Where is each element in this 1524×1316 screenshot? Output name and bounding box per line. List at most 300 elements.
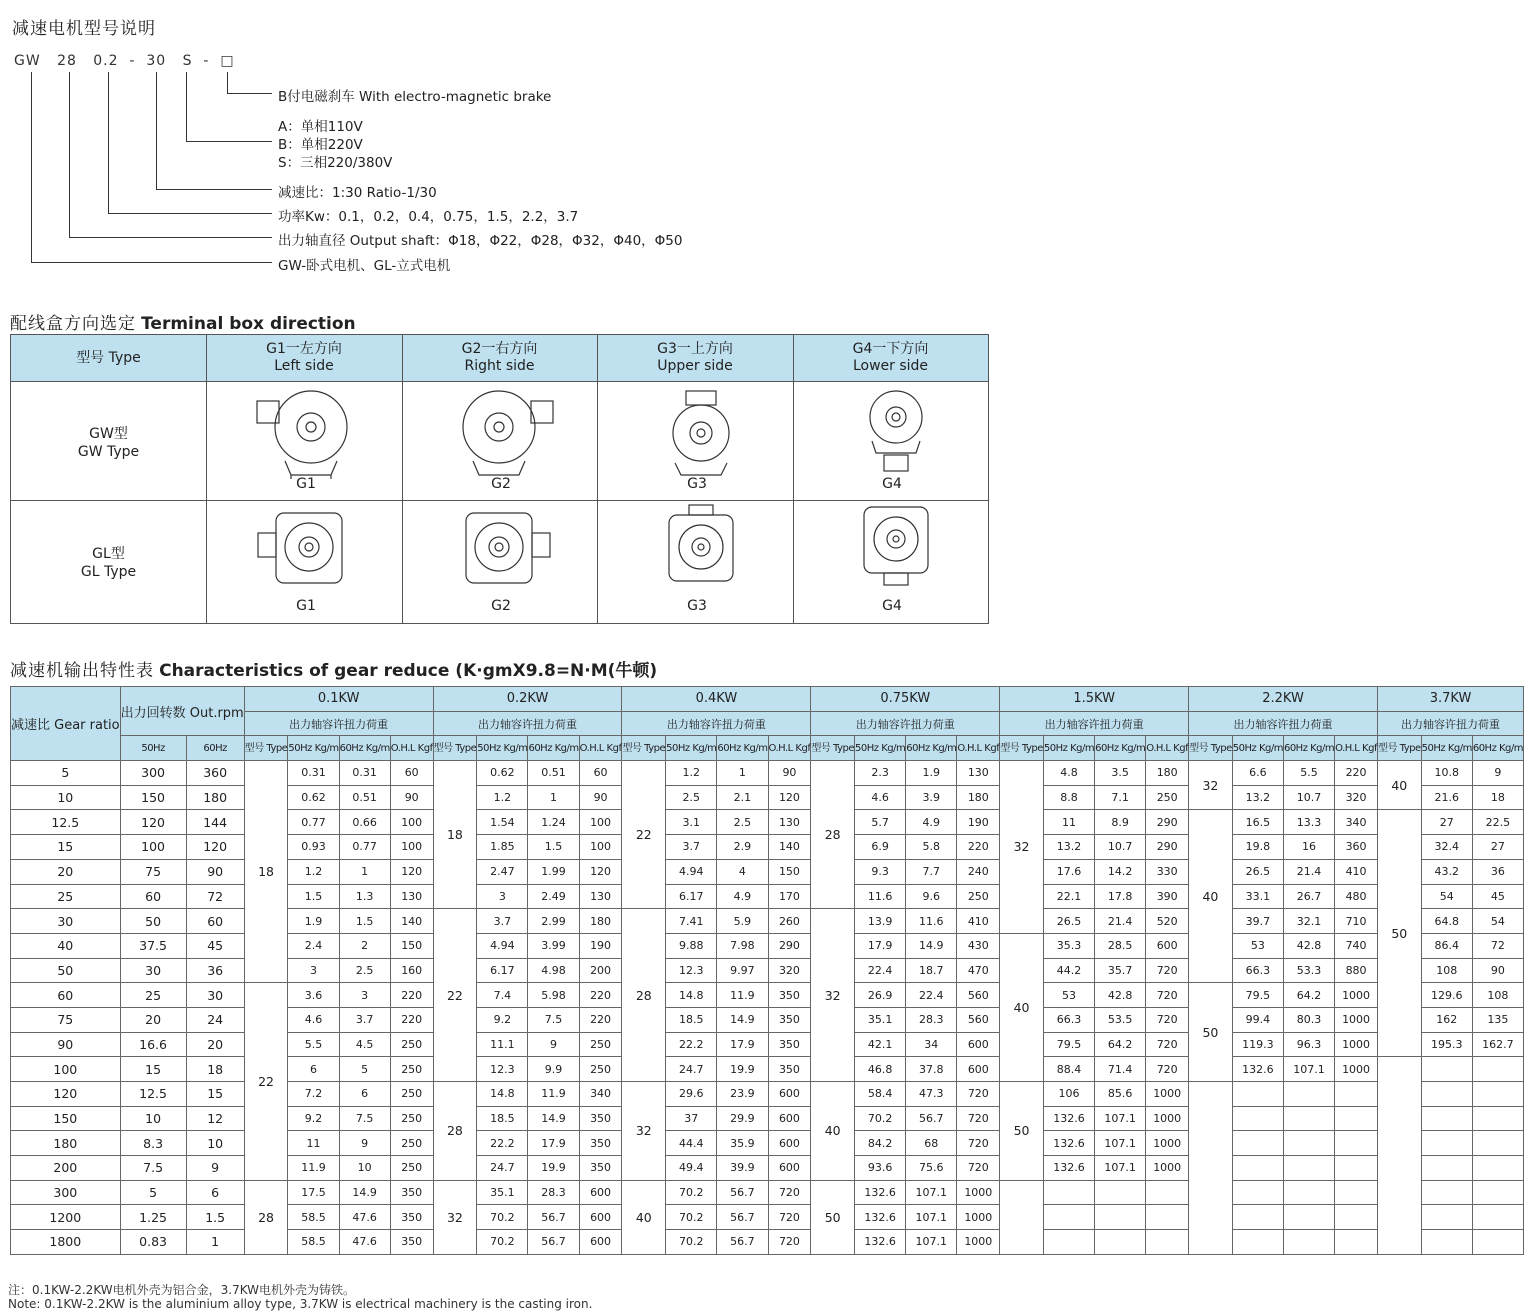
cell-type: 40 [811, 1082, 855, 1181]
cell-ohl: 250 [390, 1156, 433, 1181]
cell-ratio: 5 [11, 761, 121, 786]
cell-ohl: 720 [1146, 1032, 1189, 1057]
cell-ohl: 350 [579, 1156, 622, 1181]
header-ohl: O.H.L Kgf [768, 736, 811, 761]
cell-kg50: 129.6 [1421, 983, 1472, 1008]
cell-kg50: 6.17 [477, 958, 528, 983]
cell-kg50: 88.4 [1043, 1057, 1094, 1082]
col-g1-cn: G1一左方向 [266, 341, 342, 357]
cell-ohl [1335, 1180, 1378, 1205]
desc-shaft: 出力轴直径 Output shaft：Φ18，Φ22，Φ28，Φ32，Φ40，Φ50 [278, 233, 683, 249]
cell-kg50: 5.5 [288, 1032, 339, 1057]
cell-ratio: 15 [11, 835, 121, 860]
cell-type: 32 [1000, 761, 1044, 934]
cell-kg60: 5 [339, 1057, 390, 1082]
cell-kg50: 53 [1043, 983, 1094, 1008]
cell-ohl: 180 [579, 909, 622, 934]
cell-ohl: 720 [768, 1180, 811, 1205]
cell-ohl [1335, 1082, 1378, 1107]
cell-kg50: 4.8 [1043, 761, 1094, 786]
table-row [11, 958, 1524, 983]
cell-type: 18 [244, 761, 288, 983]
cell-type: 28 [433, 1082, 477, 1181]
table-row [11, 933, 1524, 958]
cell-kg60: 2 [339, 933, 390, 958]
cell-kg50: 66.3 [1232, 958, 1283, 983]
cell-kg50: 11.9 [288, 1156, 339, 1181]
cell-kg50: 3.1 [666, 810, 717, 835]
table-row [11, 909, 1524, 934]
cell-type: 22 [433, 909, 477, 1082]
cell-kg50: 54 [1421, 884, 1472, 909]
col-g4-en: Lower side [852, 358, 929, 374]
table-row [11, 785, 1524, 810]
cell-kg60: 0.31 [339, 761, 390, 786]
cell-kg50: 9.2 [477, 1007, 528, 1032]
cell-ratio: 30 [11, 909, 121, 934]
cell-kg60: 13.3 [1283, 810, 1334, 835]
header-type: 型号 Type [433, 736, 477, 761]
gw-g3-label: G3 [687, 476, 707, 492]
gw-g2-label: G2 [491, 476, 511, 492]
cell-ohl: 220 [390, 1007, 433, 1032]
cell-kg60: 42.8 [1095, 983, 1146, 1008]
cell-kg50: 1.5 [288, 884, 339, 909]
header-torque-load: 出力轴容许扭力荷重 [244, 711, 433, 736]
cell-type [1000, 1180, 1044, 1254]
cell-kg60: 53.5 [1095, 1007, 1146, 1032]
header-type: 型号 Type [622, 736, 666, 761]
table-row [11, 1156, 1524, 1181]
note-cn: 注：0.1KW-2.2KW电机外壳为铝合金，3.7KW电机外壳为铸铁。 [8, 1283, 356, 1297]
cell-kg60 [1283, 1131, 1334, 1156]
cell-ohl: 350 [768, 1032, 811, 1057]
characteristics-table [10, 686, 1524, 1255]
cell-kg50: 9.2 [288, 1106, 339, 1131]
cell-kg50: 11.6 [855, 884, 906, 909]
code-part: 28 [57, 53, 77, 69]
cell-ohl: 720 [957, 1156, 1000, 1181]
cell-ohl: 720 [957, 1082, 1000, 1107]
cell-kg50 [1421, 1180, 1472, 1205]
cell-rpm-50: 8.3 [120, 1131, 186, 1156]
cell-ohl: 710 [1335, 909, 1378, 934]
cell-kg60: 28.3 [528, 1180, 579, 1205]
cell-kg50: 119.3 [1232, 1032, 1283, 1057]
cell-rpm-60: 180 [186, 785, 244, 810]
header-kg50: 50Hz Kg/m [855, 736, 906, 761]
cell-type: 50 [811, 1180, 855, 1254]
cell-rpm-60: 360 [186, 761, 244, 786]
cell-kg60: 3.7 [339, 1007, 390, 1032]
cell-kg60: 56.7 [528, 1230, 579, 1255]
cell-kg50: 10.8 [1421, 761, 1472, 786]
cell-kg60: 28.3 [906, 1007, 957, 1032]
cell-kg60: 162.7 [1472, 1032, 1523, 1057]
cell-kg50: 26.5 [1232, 859, 1283, 884]
cell-kg50: 7.4 [477, 983, 528, 1008]
cell-rpm-50: 25 [120, 983, 186, 1008]
cell-kg60: 5.8 [906, 835, 957, 860]
cell-rpm-60: 9 [186, 1156, 244, 1181]
cell-kg50 [1232, 1230, 1283, 1255]
cell-kg60 [1472, 1205, 1523, 1230]
cell-kg50: 162 [1421, 1007, 1472, 1032]
cell-ohl: 1000 [1146, 1082, 1189, 1107]
cell-ratio: 1800 [11, 1230, 121, 1255]
code-part: - [203, 53, 210, 69]
cell-kg50: 64.8 [1421, 909, 1472, 934]
header-kg50: 50Hz Kg/m [666, 736, 717, 761]
cell-kg60: 108 [1472, 983, 1523, 1008]
cell-ohl: 190 [579, 933, 622, 958]
cell-kg50: 2.3 [855, 761, 906, 786]
cell-kg60: 3.5 [1095, 761, 1146, 786]
cell-kg60 [1472, 1082, 1523, 1107]
cell-rpm-50: 120 [120, 810, 186, 835]
cell-ohl: 100 [390, 810, 433, 835]
cell-rpm-50: 20 [120, 1007, 186, 1032]
cell-kg60: 35.9 [717, 1131, 768, 1156]
cell-ratio: 25 [11, 884, 121, 909]
cell-ohl: 390 [1146, 884, 1189, 909]
cell-kg50 [1421, 1205, 1472, 1230]
cell-kg50: 3.7 [477, 909, 528, 934]
cell-ohl: 720 [1146, 958, 1189, 983]
cell-kg50 [1043, 1180, 1094, 1205]
cell-kg60: 21.4 [1095, 909, 1146, 934]
cell-kg60: 2.5 [339, 958, 390, 983]
cell-ohl: 720 [768, 1230, 811, 1255]
cell-type: 32 [622, 1082, 666, 1181]
cell-ohl: 250 [390, 1057, 433, 1082]
cell-ohl: 520 [1146, 909, 1189, 934]
cell-ohl: 350 [390, 1180, 433, 1205]
desc-voltage-b: B：单相220V [278, 137, 363, 153]
cell-kg60 [1472, 1180, 1523, 1205]
col-g3-cn: G3一上方向 [657, 341, 733, 357]
cell-kg60: 135 [1472, 1007, 1523, 1032]
header-kg60: 60Hz Kg/m [906, 736, 957, 761]
header-ohl: O.H.L Kgf [579, 736, 622, 761]
cell-kg50: 22.1 [1043, 884, 1094, 909]
cell-type: 32 [433, 1180, 477, 1254]
cell-kg50: 3.6 [288, 983, 339, 1008]
cell-kg60: 11.9 [528, 1082, 579, 1107]
cell-ohl: 220 [579, 1007, 622, 1032]
cell-kg50 [1232, 1131, 1283, 1156]
cell-kg50: 70.2 [855, 1106, 906, 1131]
cell-kg50: 37 [666, 1106, 717, 1131]
cell-kg50: 70.2 [666, 1205, 717, 1230]
cell-kg60: 4 [717, 859, 768, 884]
cell-ratio: 10 [11, 785, 121, 810]
cell-ohl: 120 [579, 859, 622, 884]
cell-kg50: 16.5 [1232, 810, 1283, 835]
cell-kg50: 7.2 [288, 1082, 339, 1107]
cell-ohl: 720 [957, 1131, 1000, 1156]
cell-kg60: 2.99 [528, 909, 579, 934]
cell-kg60 [1472, 1230, 1523, 1255]
header-type: 型号 Type [1377, 736, 1421, 761]
cell-rpm-50: 37.5 [120, 933, 186, 958]
cell-ohl: 290 [1146, 835, 1189, 860]
cell-kg50: 1.2 [666, 761, 717, 786]
cell-kg50: 46.8 [855, 1057, 906, 1082]
cell-kg60: 90 [1472, 958, 1523, 983]
cell-ohl: 1000 [957, 1230, 1000, 1255]
cell-ohl: 1000 [957, 1205, 1000, 1230]
row-gl-label [11, 545, 206, 581]
cell-ohl: 360 [1335, 835, 1378, 860]
cell-kg60: 107.1 [906, 1230, 957, 1255]
cell-rpm-50: 7.5 [120, 1156, 186, 1181]
cell-type: 32 [811, 909, 855, 1082]
cell-kg60: 45 [1472, 884, 1523, 909]
cell-kg60: 7.7 [906, 859, 957, 884]
cell-ohl: 1000 [1335, 983, 1378, 1008]
cell-kg60: 17.8 [1095, 884, 1146, 909]
cell-ohl: 600 [579, 1205, 622, 1230]
cell-type: 22 [244, 983, 288, 1181]
cell-rpm-60: 144 [186, 810, 244, 835]
header-type: 型号 Type [811, 736, 855, 761]
cell-rpm-50: 16.6 [120, 1032, 186, 1057]
cell-kg50: 70.2 [477, 1230, 528, 1255]
header-power-5: 2.2KW [1189, 687, 1378, 712]
cell-rpm-60: 1 [186, 1230, 244, 1255]
cell-ohl: 140 [390, 909, 433, 934]
model-heading: 减速电机型号说明 [12, 19, 156, 39]
cell-kg60: 35.7 [1095, 958, 1146, 983]
gl-g4-label: G4 [882, 598, 902, 614]
cell-kg50: 9.3 [855, 859, 906, 884]
cell-kg60: 9.97 [717, 958, 768, 983]
cell-kg60: 2.9 [717, 835, 768, 860]
cell-kg50: 4.6 [855, 785, 906, 810]
header-torque-load: 出力轴容许扭力荷重 [433, 711, 622, 736]
cell-ohl: 600 [957, 1032, 1000, 1057]
cell-ohl: 100 [390, 835, 433, 860]
gl-g2-drawing [456, 507, 556, 597]
cell-kg50: 132.6 [1043, 1156, 1094, 1181]
cell-kg60: 10.7 [1283, 785, 1334, 810]
row-gl-en: GL Type [80, 564, 137, 580]
cell-ohl [1335, 1106, 1378, 1131]
cell-kg50: 70.2 [666, 1180, 717, 1205]
cell-ohl: 600 [579, 1180, 622, 1205]
cell-kg50: 22.2 [666, 1032, 717, 1057]
cell-kg60: 1.99 [528, 859, 579, 884]
cell-ohl: 320 [768, 958, 811, 983]
cell-ohl: 350 [390, 1205, 433, 1230]
cell-kg50: 86.4 [1421, 933, 1472, 958]
gl-g3-drawing [661, 503, 741, 595]
cell-kg60: 47.6 [339, 1230, 390, 1255]
cell-ohl: 740 [1335, 933, 1378, 958]
header-kg60: 60Hz Kg/m [1095, 736, 1146, 761]
cell-kg50: 44.2 [1043, 958, 1094, 983]
cell-ohl: 340 [1335, 810, 1378, 835]
cell-kg60: 37.8 [906, 1057, 957, 1082]
cell-kg50: 108 [1421, 958, 1472, 983]
cell-kg50: 195.3 [1421, 1032, 1472, 1057]
cell-kg50 [1421, 1082, 1472, 1107]
table-row [11, 1032, 1524, 1057]
cell-kg60: 17.9 [717, 1032, 768, 1057]
cell-kg60: 7.5 [339, 1106, 390, 1131]
cell-kg50: 24.7 [477, 1156, 528, 1181]
header-ohl: O.H.L Kgf [1335, 736, 1378, 761]
cell-kg50: 58.5 [288, 1230, 339, 1255]
cell-ohl [1146, 1205, 1189, 1230]
header-kg50: 50Hz Kg/m [1421, 736, 1472, 761]
cell-kg60: 21.4 [1283, 859, 1334, 884]
cell-type: 32 [1189, 761, 1233, 810]
cell-ohl [1146, 1180, 1189, 1205]
cell-ohl: 60 [390, 761, 433, 786]
table-row [11, 983, 1524, 1008]
cell-kg60: 3.99 [528, 933, 579, 958]
cell-kg50: 1.54 [477, 810, 528, 835]
gw-g4-drawing [856, 387, 936, 477]
header-kg50: 50Hz Kg/m [288, 736, 339, 761]
cell-kg60: 68 [906, 1131, 957, 1156]
cell-ohl: 250 [1146, 785, 1189, 810]
cell-kg60: 10.7 [1095, 835, 1146, 860]
cell-kg50: 43.2 [1421, 859, 1472, 884]
cell-kg50: 8.8 [1043, 785, 1094, 810]
cell-ohl: 130 [957, 761, 1000, 786]
cell-type: 28 [811, 761, 855, 909]
cell-kg50: 14.8 [477, 1082, 528, 1107]
cell-kg60: 14.9 [906, 933, 957, 958]
cell-ohl: 600 [768, 1082, 811, 1107]
col-g2-header [402, 335, 597, 381]
cell-kg50: 58.4 [855, 1082, 906, 1107]
cell-kg60: 4.9 [717, 884, 768, 909]
cell-kg60: 1.3 [339, 884, 390, 909]
model-code [14, 53, 235, 69]
cell-kg50: 132.6 [1043, 1131, 1094, 1156]
desc-power: 功率Kw：0.1，0.2，0.4，0.75，1.5，2.2，3.7 [278, 209, 579, 225]
cell-ohl: 410 [957, 909, 1000, 934]
cell-kg60 [1283, 1180, 1334, 1205]
cell-ratio: 90 [11, 1032, 121, 1057]
cell-ohl: 180 [957, 785, 1000, 810]
cell-rpm-50: 15 [120, 1057, 186, 1082]
cell-kg60: 1.5 [339, 909, 390, 934]
header-60hz: 60Hz [186, 736, 244, 761]
cell-kg50: 84.2 [855, 1131, 906, 1156]
cell-kg50: 2.4 [288, 933, 339, 958]
header-kg50: 50Hz Kg/m [1232, 736, 1283, 761]
cell-kg50: 33.1 [1232, 884, 1283, 909]
cell-rpm-50: 1.25 [120, 1205, 186, 1230]
cell-ohl: 290 [768, 933, 811, 958]
cell-kg60: 11.9 [717, 983, 768, 1008]
cell-kg60: 17.9 [528, 1131, 579, 1156]
cell-kg60: 1 [339, 859, 390, 884]
cell-rpm-50: 50 [120, 909, 186, 934]
header-torque-load: 出力轴容许扭力荷重 [1000, 711, 1189, 736]
cell-kg60: 14.9 [339, 1180, 390, 1205]
cell-rpm-60: 30 [186, 983, 244, 1008]
cell-ratio: 20 [11, 859, 121, 884]
cell-ohl [1335, 1205, 1378, 1230]
table-row [11, 1106, 1524, 1131]
cell-ohl: 1000 [1335, 1032, 1378, 1057]
cell-ohl: 190 [957, 810, 1000, 835]
cell-rpm-60: 60 [186, 909, 244, 934]
cell-kg60: 1.9 [906, 761, 957, 786]
cell-kg50: 1.2 [477, 785, 528, 810]
cell-kg60: 22.4 [906, 983, 957, 1008]
cell-ohl: 720 [1146, 1057, 1189, 1082]
cell-kg60: 10 [339, 1156, 390, 1181]
cell-kg50: 49.4 [666, 1156, 717, 1181]
cell-kg60: 0.51 [339, 785, 390, 810]
cell-kg50 [1043, 1230, 1094, 1255]
cell-rpm-60: 10 [186, 1131, 244, 1156]
table-row [11, 1007, 1524, 1032]
cell-ohl: 1000 [1146, 1131, 1189, 1156]
cell-ohl: 350 [579, 1106, 622, 1131]
cell-rpm-60: 18 [186, 1057, 244, 1082]
table-row [11, 859, 1524, 884]
cell-ohl: 120 [768, 785, 811, 810]
cell-ratio: 180 [11, 1131, 121, 1156]
terminal-heading-en: Terminal box direction [141, 314, 356, 334]
cell-kg60 [1283, 1106, 1334, 1131]
header-kg60: 60Hz Kg/m [339, 736, 390, 761]
cell-kg50: 58.5 [288, 1205, 339, 1230]
cell-kg50: 1.2 [288, 859, 339, 884]
cell-kg50 [1421, 1131, 1472, 1156]
cell-kg50: 132.6 [855, 1230, 906, 1255]
cell-kg50: 0.31 [288, 761, 339, 786]
cell-ohl: 430 [957, 933, 1000, 958]
cell-kg50: 19.8 [1232, 835, 1283, 860]
cell-kg60: 64.2 [1283, 983, 1334, 1008]
cell-kg50: 35.3 [1043, 933, 1094, 958]
cell-kg60: 3.9 [906, 785, 957, 810]
cell-ohl: 90 [390, 785, 433, 810]
header-power-4: 1.5KW [1000, 687, 1189, 712]
gw-g1-drawing [251, 387, 361, 477]
cell-kg60: 4.5 [339, 1032, 390, 1057]
cell-ohl: 1000 [1146, 1156, 1189, 1181]
header-kg60: 60Hz Kg/m [717, 736, 768, 761]
header-power-3: 0.75KW [811, 687, 1000, 712]
cell-ohl: 350 [768, 1057, 811, 1082]
cell-kg60: 56.7 [528, 1205, 579, 1230]
cell-ohl: 720 [1146, 983, 1189, 1008]
cell-ohl: 350 [768, 983, 811, 1008]
cell-kg60: 14.9 [717, 1007, 768, 1032]
cell-kg50: 53 [1232, 933, 1283, 958]
cell-kg50: 35.1 [855, 1007, 906, 1032]
col-g1-en: Left side [274, 358, 334, 374]
code-part: GW [14, 53, 41, 69]
cell-kg60 [1472, 1057, 1523, 1082]
cell-rpm-50: 5 [120, 1180, 186, 1205]
cell-kg50: 6 [288, 1057, 339, 1082]
cell-kg60: 9 [1472, 761, 1523, 786]
col-type-header: 型号 Type [76, 349, 141, 366]
cell-kg50: 132.6 [855, 1205, 906, 1230]
cell-kg50: 3.7 [666, 835, 717, 860]
